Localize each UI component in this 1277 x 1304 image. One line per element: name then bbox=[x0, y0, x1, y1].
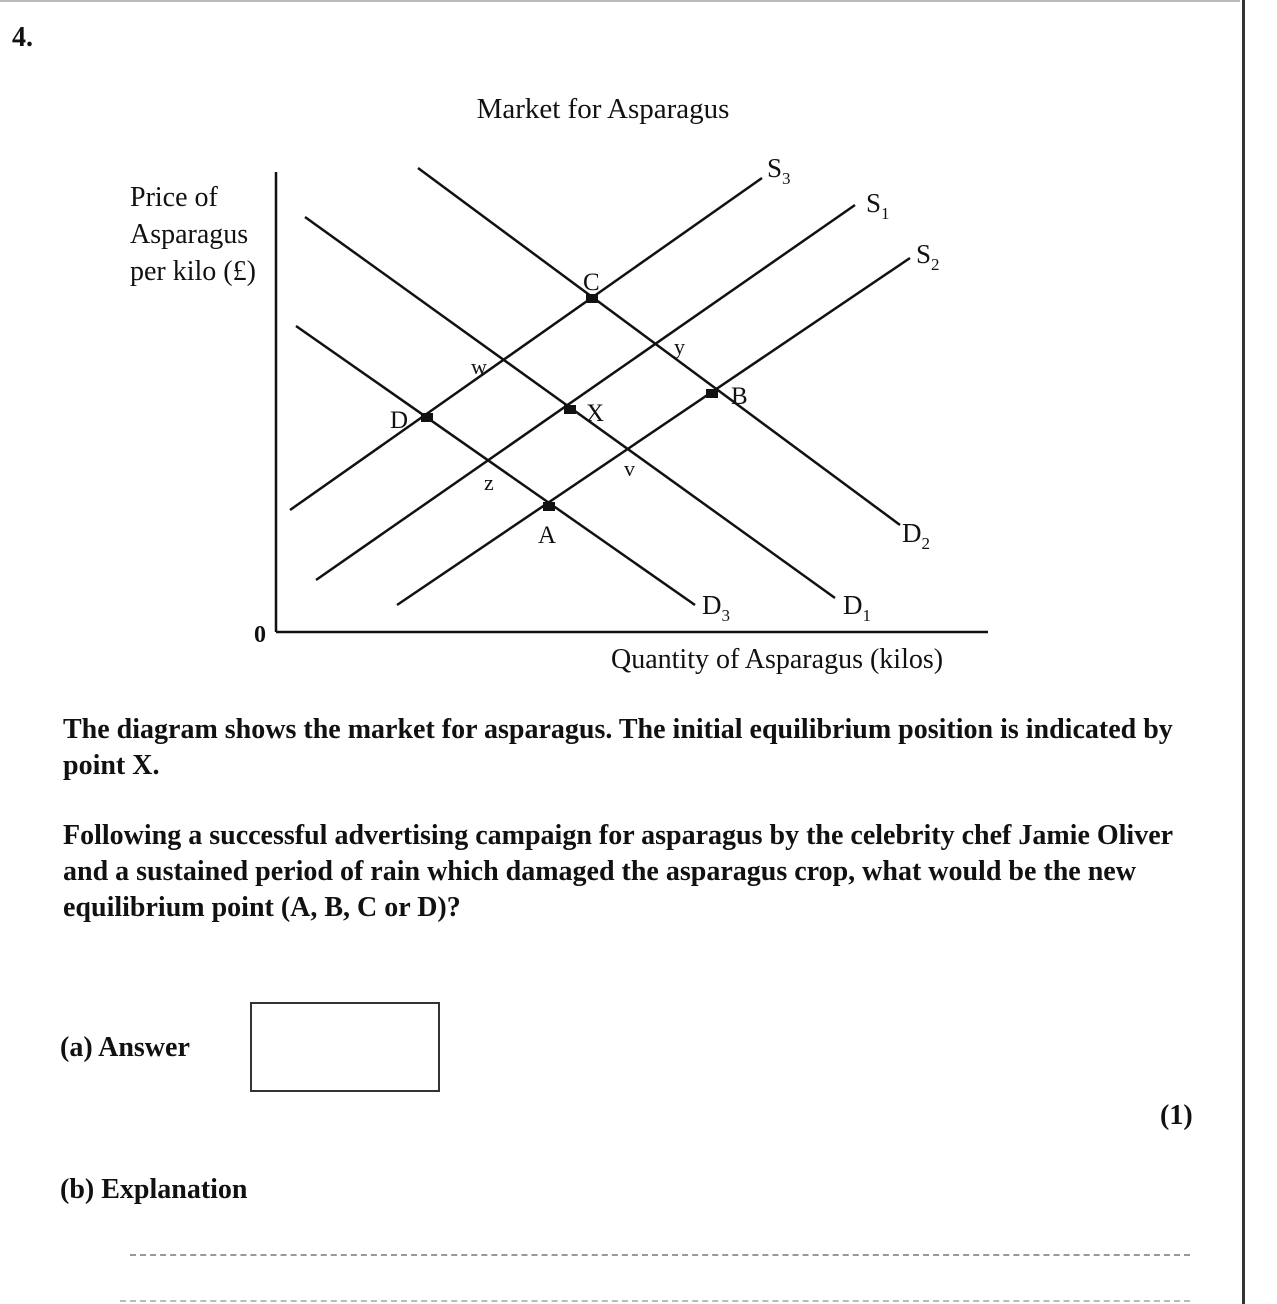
point-label-c: C bbox=[583, 269, 600, 296]
x-axis-label: Quantity of Asparagus (kilos) bbox=[611, 644, 944, 675]
point-label-x: X bbox=[586, 400, 605, 427]
point-x-marker bbox=[564, 405, 576, 414]
part-b-explanation-label: (b) Explanation bbox=[60, 1174, 248, 1205]
label-s1 bbox=[866, 188, 890, 223]
y-axis-label-line-2: Asparagus bbox=[130, 219, 249, 250]
origin-label: 0 bbox=[254, 622, 266, 648]
question-number: 4. bbox=[12, 22, 33, 53]
part-a-answer-label: (a) Answer bbox=[60, 1032, 190, 1063]
demand-curve-d3 bbox=[296, 326, 695, 605]
point-label-d: D bbox=[390, 407, 409, 434]
y-axis-label-line-3: per kilo (£) bbox=[130, 256, 256, 287]
supply-curve-s1 bbox=[316, 205, 855, 580]
point-b-marker bbox=[706, 389, 718, 398]
label-s2-sub: 2 bbox=[931, 255, 940, 274]
label-s1-sub: 1 bbox=[881, 204, 890, 223]
label-s2-main: S bbox=[916, 239, 932, 269]
point-label-w: w bbox=[471, 354, 487, 379]
point-label-z: z bbox=[484, 470, 494, 495]
label-s3 bbox=[767, 153, 791, 188]
label-s3-sub: 3 bbox=[782, 169, 791, 188]
label-d2-sub: 2 bbox=[921, 534, 930, 553]
y-axis-label-line-1: Price of bbox=[130, 182, 218, 213]
label-s3-main: S bbox=[767, 153, 783, 183]
diagram-title: Market for Asparagus bbox=[476, 93, 730, 125]
supply-curve-s2 bbox=[397, 258, 910, 605]
label-d1-main: D bbox=[843, 590, 863, 620]
supply-curve-s3 bbox=[290, 178, 762, 510]
label-d1-sub: 1 bbox=[862, 606, 871, 625]
point-a-marker bbox=[543, 502, 555, 511]
question-prompt-text: Following a successful advertising campaign for asparagus by the celebrity chef Jamie Oliver and a sustained period of rain which damaged the asparagus crop, what would be the new equilibrium point (A, B, C or D)? bbox=[63, 820, 1173, 923]
label-d3-sub: 3 bbox=[721, 606, 730, 625]
label-d2-main: D bbox=[902, 518, 922, 548]
answer-box[interactable] bbox=[250, 1002, 440, 1092]
point-label-a: A bbox=[538, 522, 557, 549]
point-label-y: y bbox=[674, 334, 685, 359]
explanation-answer-line[interactable] bbox=[130, 1254, 1190, 1256]
label-s1-main: S bbox=[866, 188, 882, 218]
label-s2 bbox=[916, 239, 940, 274]
point-label-v: v bbox=[624, 456, 635, 481]
label-d3-main: D bbox=[702, 590, 722, 620]
label-d1 bbox=[843, 590, 871, 625]
point-label-b: B bbox=[731, 383, 748, 410]
marks-indicator: (1) bbox=[1160, 1100, 1193, 1131]
label-d3 bbox=[702, 590, 730, 625]
explanation-answer-line-2[interactable] bbox=[120, 1300, 1190, 1302]
label-d2 bbox=[902, 518, 930, 553]
question-context-text: The diagram shows the market for asparagus. The initial equilibrium position is indicated by point X. bbox=[63, 714, 1173, 781]
point-d-marker bbox=[421, 413, 433, 422]
